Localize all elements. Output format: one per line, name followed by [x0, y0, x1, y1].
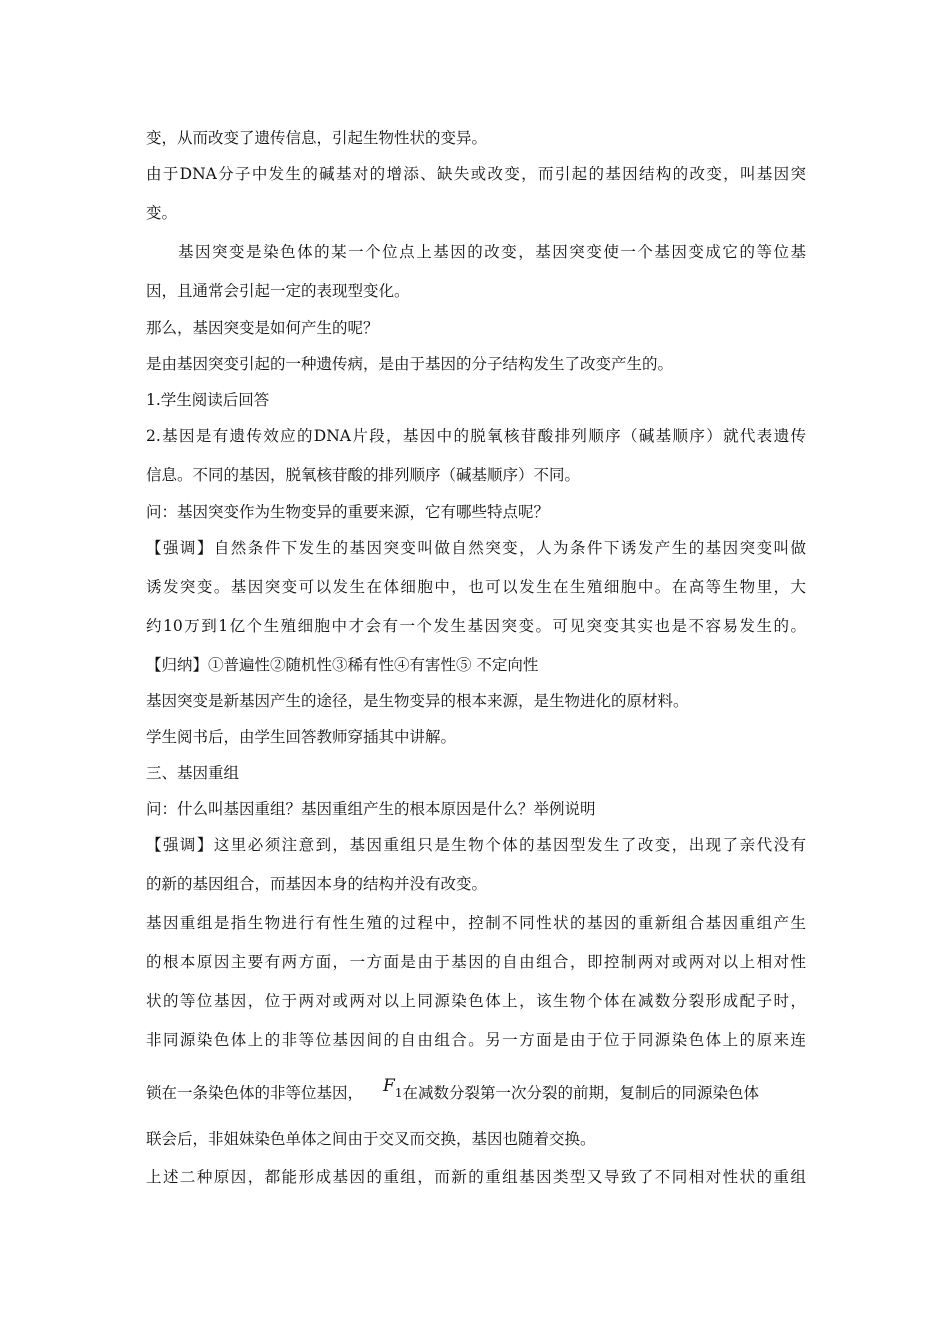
text-line-13: 诱发突变。基因突变可以发生在体细胞中，也可以发生在生殖细胞中。在高等生物里，大 — [146, 578, 806, 596]
text-line-24: 状的等位基因，位于两对或两对以上同源染色体上，该生物个体在减数分裂形成配子时， — [146, 992, 806, 1010]
text-line-17: 学生阅书后，由学生回答教师穿插其中讲解。 — [146, 728, 457, 746]
text-line-1: 变，从而改变了遗传信息，引起生物性状的变异。 — [146, 129, 488, 147]
text-line-11: 问：基因突变作为生物变异的重要来源，它有哪些特点呢？ — [146, 503, 550, 521]
text-line-28: 上述二种原因，都能形成基因的重组，而新的重组基因类型又导致了不同相对性状的重组 — [146, 1168, 806, 1186]
text-line-10: 信息。不同的基因，脱氧核苷酸的排列顺序（碱基顺序）不同。 — [146, 466, 581, 484]
text-line-8: 1.学生阅读后回答 — [146, 391, 270, 409]
text-line-2: 由于DNA分子中发生的碱基对的增添、缺失或改变，而引起的基因结构的改变，叫基因突 — [146, 165, 806, 183]
text-line-22: 基因重组是指生物进行有性生殖的过程中，控制不同性状的基因的重新组合基因重组产生 — [146, 914, 806, 932]
text-line-27: 联会后，非姐妹染色单体之间由于交叉而交换，基因也随着交换。 — [146, 1130, 596, 1148]
text-line-21: 的新的基因组合，而基因本身的结构并没有改变。 — [146, 875, 488, 893]
text-line-6: 那么，基因突变是如何产生的呢？ — [146, 319, 379, 337]
text-line-3: 变。 — [146, 204, 178, 222]
text-line-4: 基因突变是染色体的某一个位点上基因的改变，基因突变使一个基因变成它的等位基 — [178, 243, 806, 261]
text-line-20: 【强调】这里必须注意到，基因重组只是生物个体的基因型发生了改变，出现了亲代没有 — [146, 836, 806, 854]
text-line-23: 的根本原因主要有两方面，一方面是由于基因的自由组合，即控制两对或两对以上相对性 — [146, 953, 806, 971]
math-letter: F — [383, 1076, 395, 1096]
text-line-7: 是由基因突变引起的一种遗传病，是由于基因的分子结构发生了改变产生的。 — [146, 355, 674, 373]
section-heading: 三、基因重组 — [146, 764, 240, 782]
text-line-25: 非同源染色体上的非等位基因间的自由组合。另一方面是由于位于同源染色体上的原来连 — [146, 1031, 806, 1049]
formula-line-before: 锁在一条染色体的非等位基因， — [146, 1084, 364, 1102]
text-line-14: 约10万到1亿个生殖细胞中才会有一个发生基因突变。可见突变其实也是不容易发生的。 — [146, 617, 806, 635]
formula-line — [146, 1078, 806, 1108]
text-line-9: 2.基因是有遗传效应的DNA片段，基因中的脱氧核苷酸排列顺序（碱基顺序）就代表遗传 — [146, 427, 806, 445]
formula-line-after: 在减数分裂第一次分裂的前期，复制后的同源染色体 — [402, 1084, 759, 1102]
math-subscript: 1 — [394, 1086, 403, 1101]
text-line-15: 【归纳】①普遍性②随机性③稀有性④有害性⑤ 不定向性 — [146, 656, 539, 674]
math-f1 — [383, 1076, 403, 1101]
text-line-19: 问：什么叫基因重组？基因重组产生的根本原因是什么？举例说明 — [146, 800, 596, 818]
text-line-12: 【强调】自然条件下发生的基因突变叫做自然突变，人为条件下诱发产生的基因突变叫做 — [146, 539, 806, 557]
text-line-16: 基因突变是新基因产生的途径，是生物变异的根本来源，是生物进化的原材料。 — [146, 692, 689, 710]
text-line-5: 因，且通常会引起一定的表现型变化。 — [146, 282, 410, 300]
